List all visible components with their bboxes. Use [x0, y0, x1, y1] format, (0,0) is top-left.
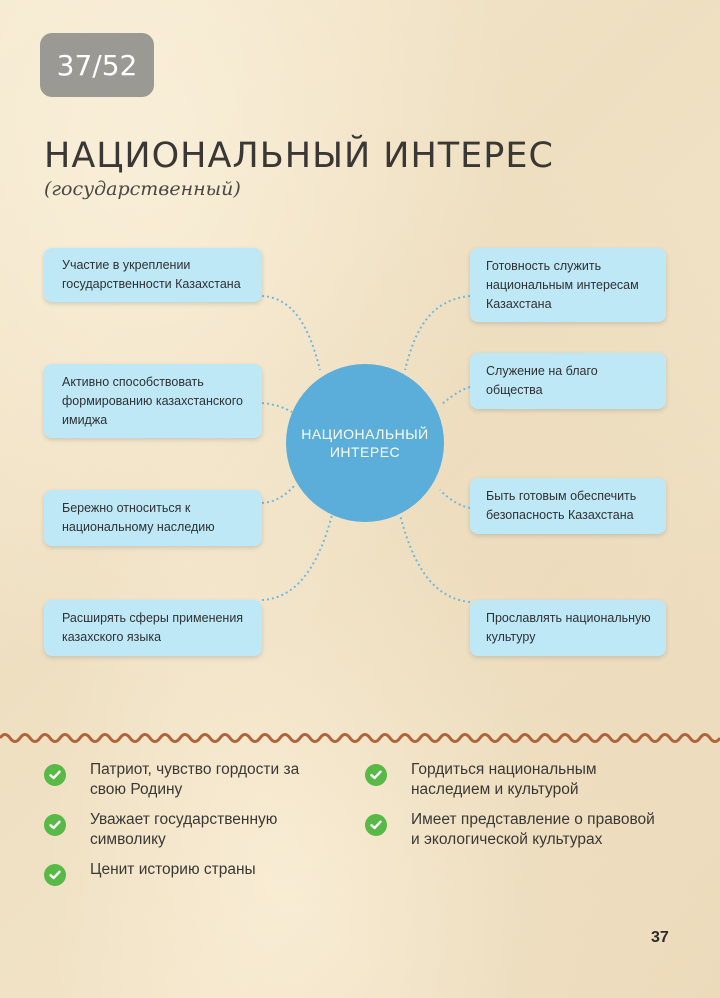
- connector-left-1: [262, 296, 320, 370]
- connector-right-4: [400, 515, 470, 602]
- traits-right-column: [365, 760, 665, 860]
- connector-left-2: [262, 403, 292, 412]
- card-text: Бережно относиться к национальному наследию: [62, 501, 215, 534]
- page-counter-badge: [40, 33, 154, 97]
- page-counter-text: 37/52: [56, 48, 138, 82]
- connector-left-3: [262, 486, 294, 503]
- card-right-2: [470, 353, 666, 409]
- card-text: Служение на благо общества: [486, 364, 598, 397]
- card-left-1: [44, 248, 262, 302]
- traits-left-column: [44, 760, 334, 896]
- trait-text: Патриот, чувство гордости за свою Родину: [90, 761, 300, 798]
- check-circle-icon: [44, 814, 66, 836]
- connector-right-1: [405, 296, 470, 370]
- connector-right-2: [442, 387, 470, 404]
- card-text: Участие в укреплении государственности Казахстана: [62, 258, 241, 291]
- connector-right-3: [440, 490, 470, 508]
- card-text: Прославлять национальную культуру: [486, 611, 651, 644]
- connector-left-4: [262, 515, 332, 600]
- card-right-3: [470, 478, 666, 534]
- card-right-1: [470, 248, 666, 322]
- trait-text: Ценит историю страны: [90, 861, 256, 878]
- card-right-4: [470, 600, 666, 656]
- card-left-3: [44, 490, 262, 546]
- trait-text: Имеет представление о правовой и экологической культурах: [411, 811, 655, 848]
- trait-item: [365, 760, 665, 800]
- card-text: Расширять сферы применения казахского языка: [62, 611, 244, 644]
- card-left-4: [44, 600, 262, 656]
- wave-divider: [0, 728, 720, 748]
- trait-item: [44, 760, 334, 800]
- center-node: [286, 364, 444, 522]
- trait-text: Уважает государственную символику: [90, 811, 278, 848]
- check-circle-icon: [44, 764, 66, 786]
- check-circle-icon: [365, 814, 387, 836]
- trait-text: Гордиться национальным наследием и культурой: [411, 761, 597, 798]
- page-number: 37: [651, 929, 669, 946]
- card-text: Активно способствовать формированию казахстанского имиджа: [62, 374, 243, 427]
- card-left-2: [44, 364, 262, 438]
- center-label: НАЦИОНАЛЬНЫЙ ИНТЕРЕС: [301, 426, 429, 460]
- check-circle-icon: [44, 864, 66, 886]
- trait-item: [365, 810, 665, 850]
- card-text: Быть готовым обеспечить безопасность Казахстана: [486, 489, 637, 522]
- trait-item: [44, 860, 334, 886]
- check-circle-icon: [365, 764, 387, 786]
- trait-item: [44, 810, 334, 850]
- page-title: НАЦИОНАЛЬНЫЙ ИНТЕРЕС: [44, 136, 554, 176]
- card-text: Готовность служить национальным интересам Казахстана: [486, 258, 639, 311]
- page-subtitle: (государственный): [44, 178, 241, 200]
